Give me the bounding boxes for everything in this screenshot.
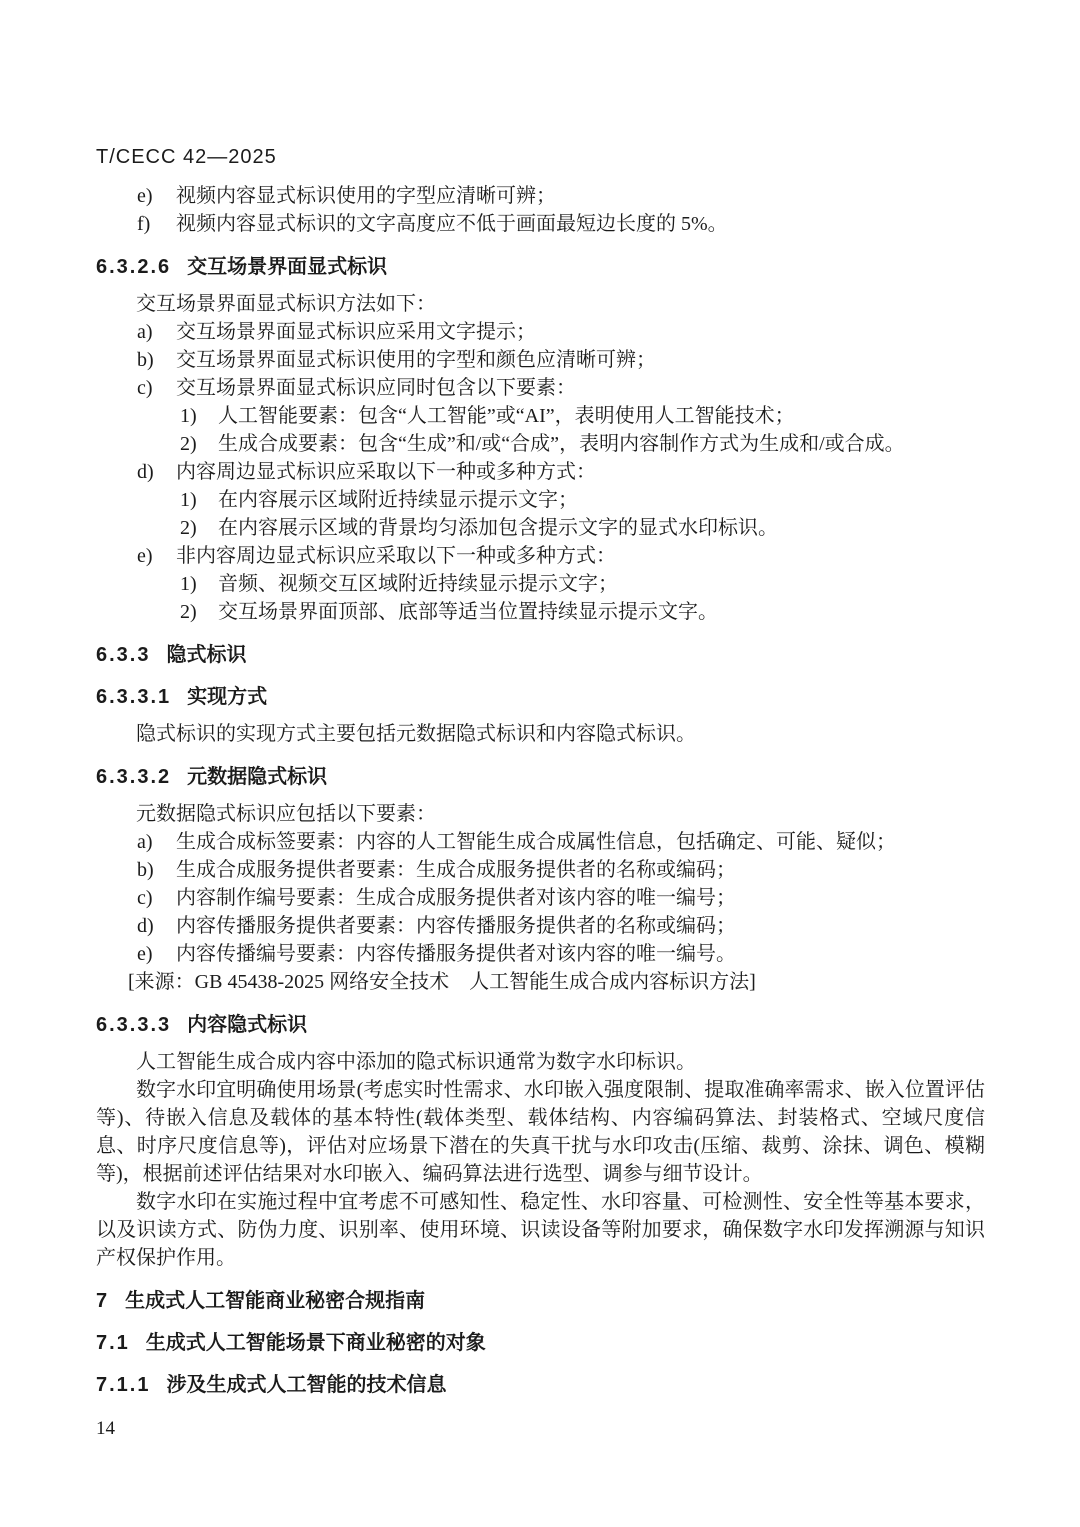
list-item bbox=[96, 598, 985, 626]
list-marker: 2) bbox=[180, 433, 197, 455]
list-item bbox=[96, 182, 985, 210]
page-number: 14 bbox=[96, 1418, 115, 1439]
paragraph: 交互场景界面显式标识方法如下： bbox=[136, 293, 436, 315]
list-item-text: 交互场景界面顶部、底部等适当位置持续显示提示文字。 bbox=[218, 601, 718, 623]
list-item-text: 非内容周边显式标识应采取以下一种或多种方式： bbox=[176, 545, 616, 567]
section-title: 生成式人工智能商业秘密合规指南 bbox=[125, 1290, 426, 1312]
section-heading-7-1-1 bbox=[96, 1372, 985, 1398]
list-item-text: 生成合成标签要素：内容的人工智能生成合成属性信息，包括确定、可能、疑似； bbox=[176, 831, 896, 853]
list-item bbox=[96, 458, 985, 486]
section-heading-6-3-3-2 bbox=[96, 764, 985, 790]
paragraph: 数字水印宜明确使用场景(考虑实时性需求、水印嵌入强度限制、提取准确率需求、嵌入位置评估等)、待嵌入信息及载体的基本特性(载体类型、载体结构、内容编码算法、封装格式、空域尺度信息、时序尺度信息等)，评估对应场景下潜在的失真干扰与水印攻击(压缩、裁剪、涂抹、调色、模糊等)，根据前述评估结果对水印嵌入、编码算法进行选型、调参与细节设计。 bbox=[96, 1079, 985, 1185]
list-item bbox=[96, 346, 985, 374]
list-item bbox=[96, 884, 985, 912]
source-reference: [来源：GB 45438-2025 网络安全技术 人工智能生成合成内容标识方法] bbox=[128, 971, 756, 993]
list-item-text: 生成合成服务提供者要素：生成合成服务提供者的名称或编码； bbox=[176, 859, 736, 881]
section-heading-6-3-3-1 bbox=[96, 684, 985, 710]
list-item-text: 生成合成要素：包含“生成”和/或“合成”，表明内容制作方式为生成和/或合成。 bbox=[218, 433, 905, 455]
list-item-text: 在内容展示区域附近持续显示提示文字； bbox=[218, 489, 578, 511]
section-title: 元数据隐式标识 bbox=[187, 766, 328, 788]
list-marker: e) bbox=[137, 185, 153, 207]
list-marker: 2) bbox=[180, 601, 197, 623]
list-item-text: 人工智能要素：包含“人工智能”或“AI”，表明使用人工智能技术； bbox=[218, 405, 795, 427]
section-number: 7.1 bbox=[96, 1332, 130, 1354]
list-marker: b) bbox=[137, 859, 154, 881]
list-marker: e) bbox=[137, 943, 153, 965]
list-item-text: 内容周边显式标识应采取以下一种或多种方式： bbox=[176, 461, 596, 483]
list-marker: 1) bbox=[180, 489, 197, 511]
list-item bbox=[96, 542, 985, 570]
paragraph: 元数据隐式标识应包括以下要素： bbox=[136, 803, 436, 825]
list-item-text: 交互场景界面显式标识使用的字型和颜色应清晰可辨； bbox=[176, 349, 656, 371]
section-number: 7.1.1 bbox=[96, 1374, 151, 1396]
list-item-text: 内容传播编号要素：内容传播服务提供者对该内容的唯一编号。 bbox=[176, 943, 736, 965]
section-title: 内容隐式标识 bbox=[187, 1014, 308, 1036]
list-marker: c) bbox=[137, 377, 153, 399]
section-number: 6.3.3.3 bbox=[96, 1014, 172, 1036]
list-marker: a) bbox=[137, 831, 153, 853]
list-item-text: 音频、视频交互区域附近持续显示提示文字； bbox=[218, 573, 618, 595]
list-marker: a) bbox=[137, 321, 153, 343]
list-item bbox=[96, 318, 985, 346]
list-item-text: 视频内容显式标识使用的字型应清晰可辨； bbox=[176, 185, 556, 207]
section-number: 7 bbox=[96, 1290, 110, 1312]
section-heading-7-1 bbox=[96, 1330, 985, 1356]
list-marker: c) bbox=[137, 887, 153, 909]
list-marker: e) bbox=[137, 545, 153, 567]
list-marker: b) bbox=[137, 349, 154, 371]
section-number: 6.3.3.1 bbox=[96, 686, 172, 708]
list-marker: d) bbox=[137, 915, 154, 937]
list-marker: d) bbox=[137, 461, 154, 483]
list-marker: f) bbox=[137, 213, 151, 235]
list-item bbox=[96, 856, 985, 884]
section-title: 涉及生成式人工智能的技术信息 bbox=[166, 1374, 447, 1396]
paragraph: 数字水印在实施过程中宜考虑不可感知性、稳定性、水印容量、可检测性、安全性等基本要求，以及识读方式、防伪力度、识别率、使用环境、识读设备等附加要求，确保数字水印发挥溯源与知识产权保护作用。 bbox=[96, 1191, 985, 1269]
list-marker: 1) bbox=[180, 573, 197, 595]
section-title: 隐式标识 bbox=[166, 644, 247, 666]
list-item bbox=[96, 570, 985, 598]
section-title: 交互场景界面显式标识 bbox=[187, 256, 388, 278]
list-item-text: 交互场景界面显式标识应同时包含以下要素： bbox=[176, 377, 576, 399]
list-item-text: 内容制作编号要素：生成合成服务提供者对该内容的唯一编号； bbox=[176, 887, 736, 909]
list-item-text: 内容传播服务提供者要素：内容传播服务提供者的名称或编码； bbox=[176, 915, 736, 937]
section-heading-6-3-3 bbox=[96, 642, 985, 668]
list-item-text: 视频内容显式标识的文字高度应不低于画面最短边长度的 5%。 bbox=[176, 213, 728, 235]
list-item bbox=[96, 912, 985, 940]
list-item bbox=[96, 402, 985, 430]
list-item bbox=[96, 374, 985, 402]
list-item bbox=[96, 486, 985, 514]
section-heading-6-3-2-6 bbox=[96, 254, 985, 280]
section-number: 6.3.3.2 bbox=[96, 766, 172, 788]
paragraph: 隐式标识的实现方式主要包括元数据隐式标识和内容隐式标识。 bbox=[136, 723, 696, 745]
list-item bbox=[96, 210, 985, 238]
list-marker: 2) bbox=[180, 517, 197, 539]
section-number: 6.3.3 bbox=[96, 644, 151, 666]
list-item-text: 在内容展示区域的背景均匀添加包含提示文字的显式水印标识。 bbox=[218, 517, 778, 539]
list-item bbox=[96, 940, 985, 968]
section-heading-7 bbox=[96, 1288, 985, 1314]
section-heading-6-3-3-3 bbox=[96, 1012, 985, 1038]
list-marker: 1) bbox=[180, 405, 197, 427]
paragraph: 人工智能生成合成内容中添加的隐式标识通常为数字水印标识。 bbox=[136, 1051, 696, 1073]
section-title: 实现方式 bbox=[187, 686, 268, 708]
list-item bbox=[96, 514, 985, 542]
section-title: 生成式人工智能场景下商业秘密的对象 bbox=[145, 1332, 486, 1354]
doc-code-header: T/CECC 42—2025 bbox=[96, 146, 277, 168]
section-number: 6.3.2.6 bbox=[96, 256, 172, 278]
list-item bbox=[96, 430, 985, 458]
list-item bbox=[96, 828, 985, 856]
list-item-text: 交互场景界面显式标识应采用文字提示； bbox=[176, 321, 536, 343]
